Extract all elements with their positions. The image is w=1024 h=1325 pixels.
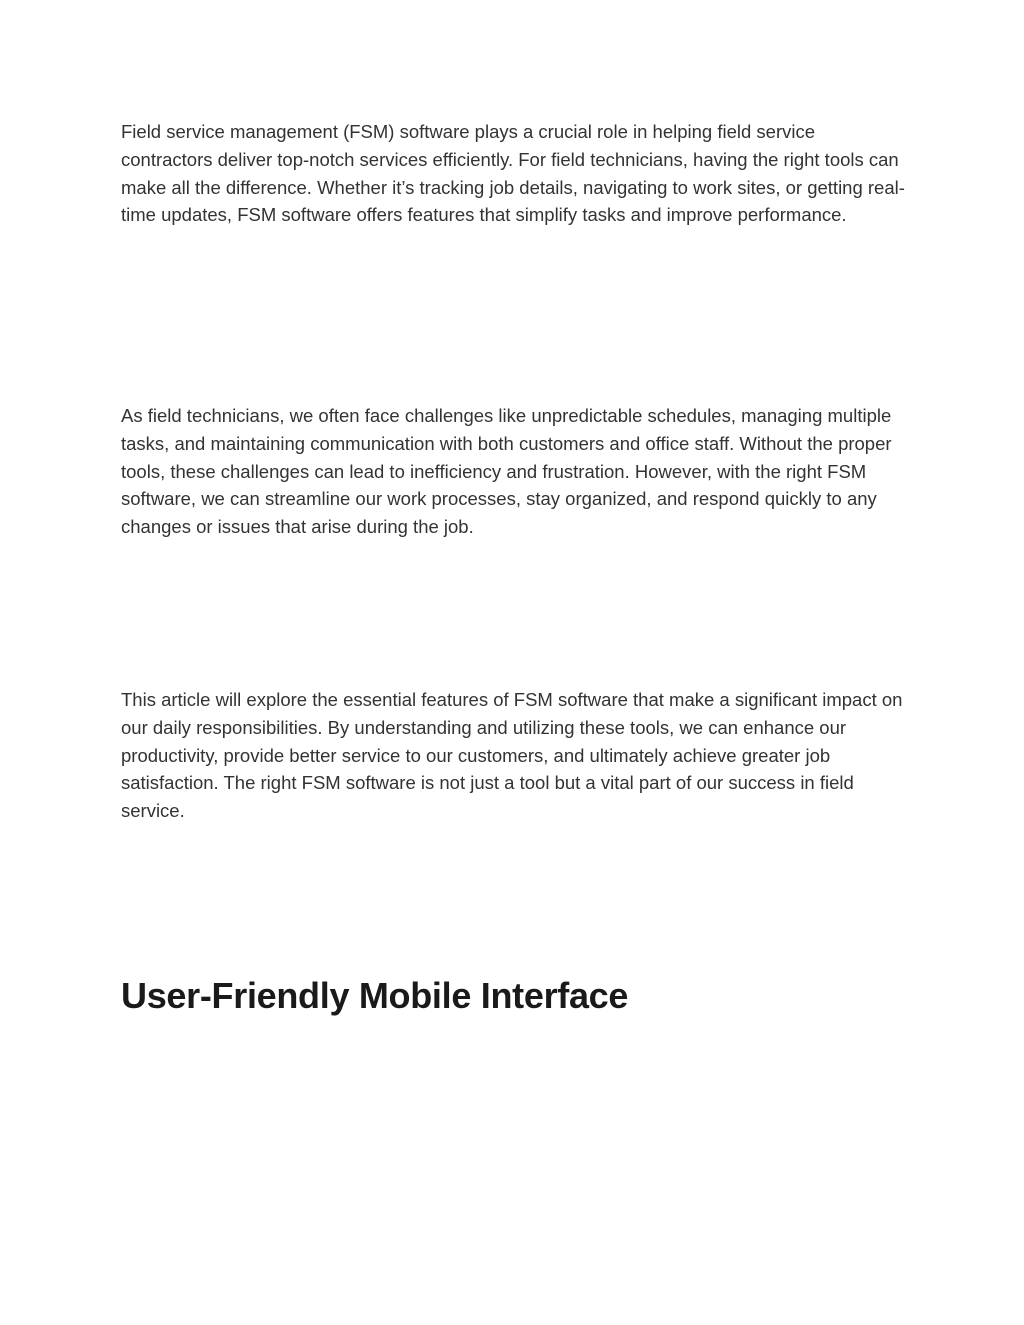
section-heading: User-Friendly Mobile Interface bbox=[121, 975, 629, 1016]
article-overview-paragraph: This article will explore the essential features of FSM software that make a significant impact on our daily responsibilities. By understanding and utilizing these tools, we can enhance our productivity, provide better service to our customers, and ultimately achieve greater job satisfaction. The right FSM software is not just a tool but a vital part of our success in field service. bbox=[121, 689, 903, 822]
challenges-paragraph: As field technicians, we often face challenges like unpredictable schedules, managing multiple tasks, and maintaining communication with both customers and office staff. Without the proper tools, these challenges can lead to inefficiency and frustration. However, with the right FSM software, we can streamline our work processes, stay organized, and respond quickly to any changes or issues that arise during the job. bbox=[121, 405, 892, 538]
intro-paragraph: Field service management (FSM) software plays a crucial role in helping field service contractors deliver top-notch services efficiently. For field technicians, having the right tools can make all the difference. Whether it’s tracking job details, navigating to work sites, or getting real-time updates, FSM software offers features that simplify tasks and improve performance. bbox=[121, 121, 905, 226]
